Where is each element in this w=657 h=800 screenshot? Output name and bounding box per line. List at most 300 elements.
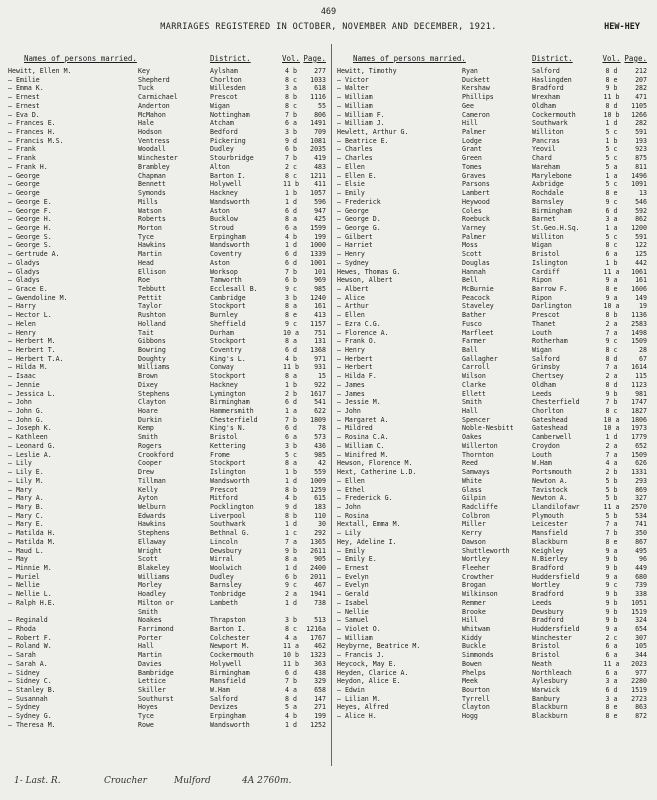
entry-volume: 1 a <box>285 407 297 416</box>
entry-district: Gateshead <box>532 424 568 433</box>
table-row <box>8 355 326 364</box>
handwritten-marker: 1- Last. R. <box>14 776 61 786</box>
entry-volume: 6 a <box>285 433 297 442</box>
entry-spouse-surname: Colbron <box>462 511 490 520</box>
entry-volume: 8 e <box>285 311 297 320</box>
entry-volume: 9 b <box>605 84 618 93</box>
entry-volume: 8 a <box>285 337 297 346</box>
entry-volume: 9 c <box>285 284 297 293</box>
entry-spouse-surname: Reed <box>462 459 478 468</box>
entry-name: Heyden, Clarice A. <box>337 668 409 677</box>
entry-name: — Rosina <box>337 511 369 520</box>
entry-name: — Frank <box>8 154 36 163</box>
entry-name: — Sidney C. <box>8 677 52 686</box>
table-row <box>337 677 647 686</box>
entry-spouse-surname: Symonds <box>138 189 166 198</box>
entry-spouse-surname: Palmer <box>462 128 486 137</box>
entry-page: 863 <box>635 703 647 712</box>
table-row <box>8 163 326 172</box>
entry-page: 591 <box>635 128 647 137</box>
entry-district: Gateshead <box>532 415 568 424</box>
entry-name: — Lily E. <box>8 468 44 477</box>
table-row <box>8 207 326 216</box>
entry-page: 2583 <box>631 319 647 328</box>
entry-name: — Sarah <box>8 651 36 660</box>
entry-name: — Harry <box>8 302 36 311</box>
entry-name: — Violet O. <box>337 625 381 633</box>
entry-name: Hewitt, Ellen M. <box>8 67 72 75</box>
entry-volume: 1 a <box>605 223 618 232</box>
entry-volume: 1 c <box>285 529 297 538</box>
entry-name: — Alice <box>337 293 365 302</box>
entry-spouse-surname: Stephens <box>138 529 170 538</box>
entry-district: Colchester <box>210 633 250 642</box>
entry-district: Wareham <box>532 162 560 171</box>
entry-spouse-surname: Bambridge <box>138 668 174 677</box>
entry-district: Leeds <box>532 598 552 607</box>
table-row <box>8 268 326 277</box>
entry-district: Burnley <box>210 311 238 320</box>
entry-district: Stockport <box>210 337 246 346</box>
entry-district: Chertsey <box>532 372 564 381</box>
entry-page: 739 <box>635 581 647 590</box>
entry-name: — Rhoda <box>8 625 36 633</box>
entry-name: — Jessica L. <box>8 389 56 398</box>
handwritten-district: Mulford <box>174 776 211 786</box>
entry-spouse-surname: Ellison <box>138 267 166 276</box>
table-row <box>8 442 326 451</box>
entry-name: — Herbert M. <box>8 337 56 346</box>
entry-volume: 8 a <box>285 459 297 468</box>
entry-page: 199 <box>314 232 326 241</box>
table-row <box>337 503 647 512</box>
entry-spouse-surname: Brogan <box>462 581 486 590</box>
entry-spouse-surname: Tebbutt <box>138 284 166 293</box>
entry-page: 212 <box>635 67 647 75</box>
entry-name: — Evelyn <box>337 581 369 590</box>
entry-district: Hammersmith <box>210 407 254 416</box>
entry-spouse-surname: Samways <box>462 468 490 477</box>
entry-name: — Isaac <box>8 372 36 381</box>
table-row <box>8 573 326 582</box>
entry-page: 806 <box>314 110 326 119</box>
entry-page: 1105 <box>631 101 647 110</box>
entry-name: — Margaret A. <box>337 415 389 424</box>
entry-volume: 6 b <box>285 276 297 285</box>
entry-district: Aston <box>210 258 230 267</box>
entry-name: — Mary B. <box>8 502 44 511</box>
entry-page: 1365 <box>310 537 326 546</box>
entry-name: — Emily <box>337 546 365 555</box>
entry-spouse-surname: Staveley <box>462 302 494 311</box>
entry-spouse-surname: Tyce <box>138 232 154 241</box>
entry-name: — Beatrice E. <box>337 136 389 145</box>
entry-spouse-surname: Carroll <box>462 363 490 372</box>
entry-volume: 8 a <box>285 302 297 311</box>
entry-page: 2280 <box>631 677 647 686</box>
entry-district: Wandsworth <box>210 720 250 729</box>
entry-district: Stockport <box>210 302 246 311</box>
entry-spouse-surname: Douglas <box>462 258 490 267</box>
table-row <box>337 520 647 529</box>
table-row <box>337 416 647 425</box>
entry-volume: 9 c <box>285 581 297 590</box>
entry-spouse-surname: Fleeher <box>462 563 490 572</box>
entry-volume: 11 a <box>603 267 620 276</box>
entry-spouse-surname: Kershaw <box>462 84 490 93</box>
entry-spouse-surname: Hogg <box>462 712 478 721</box>
entry-name: — Eva D. <box>8 110 40 119</box>
entry-name: — Frank <box>8 145 36 154</box>
entry-name: — Rosina C.A. <box>337 433 389 442</box>
entry-district: Williton <box>532 128 564 137</box>
table-row <box>337 512 647 521</box>
table-row <box>337 398 647 407</box>
table-row <box>8 486 326 495</box>
entry-volume: 3 a <box>605 694 618 703</box>
entry-district: Mitford <box>210 494 238 503</box>
entry-page: 55 <box>318 101 326 110</box>
entry-volume: 6 d <box>285 250 297 259</box>
entry-name: — Gwendoline M. <box>8 293 68 302</box>
entry-district: Stroud <box>210 223 234 232</box>
entry-spouse-surname: Radcliffe <box>462 502 498 511</box>
table-row <box>337 712 647 721</box>
entry-page: 626 <box>635 459 647 468</box>
entry-district: Lincoln <box>210 537 238 546</box>
table-row <box>8 215 326 224</box>
entry-spouse-surname: Duckett <box>462 75 490 84</box>
entry-name: — James <box>337 380 365 389</box>
table-row <box>337 660 647 669</box>
entry-spouse-surname: Grant <box>462 145 482 154</box>
entry-volume: 2 a <box>605 372 618 381</box>
entry-volume: 4 b <box>285 712 297 721</box>
entry-district <box>210 608 282 617</box>
table-row <box>337 163 647 172</box>
entry-district: Oldham <box>532 380 556 389</box>
entry-district: Ecclesall B. <box>210 284 258 293</box>
entry-name: — Nellie L. <box>8 590 52 599</box>
entry-district: Wirral <box>210 555 234 564</box>
entry-district: Blackburn <box>532 703 568 712</box>
entry-spouse-surname: Williams <box>138 363 170 372</box>
entry-page: 161 <box>314 302 326 311</box>
entry-page: 125 <box>635 250 647 259</box>
table-row <box>8 172 326 181</box>
entry-volume: 10 a <box>603 424 620 433</box>
entry-volume: 1 b <box>605 258 618 267</box>
entry-name: — Grace E. <box>8 284 48 293</box>
table-row <box>8 616 326 625</box>
entry-district: Chard <box>532 154 552 163</box>
entry-district: Prescot <box>210 485 238 494</box>
entry-page: 1519 <box>631 607 647 616</box>
entry-spouse-surname: Bourton <box>462 686 490 695</box>
entry-volume: 9 c <box>605 581 618 590</box>
left-column <box>8 46 326 730</box>
entry-spouse-surname: Key <box>138 67 150 75</box>
table-row <box>8 416 326 425</box>
entry-district: Cockermouth <box>210 651 254 660</box>
entry-volume: 8 a <box>285 215 297 224</box>
table-row <box>8 346 326 355</box>
entry-page: 923 <box>635 145 647 154</box>
entry-district: Southwark <box>210 520 246 529</box>
entry-spouse-surname: Hill <box>462 119 478 128</box>
entry-volume <box>282 608 300 617</box>
entry-page: 1259 <box>310 485 326 494</box>
entry-page: 1331 <box>631 468 647 477</box>
entry-spouse-surname: Kelly <box>138 485 158 494</box>
entry-volume: 7 b <box>285 110 297 119</box>
table-row <box>337 311 647 320</box>
table-row <box>337 381 647 390</box>
entry-page: 199 <box>314 712 326 721</box>
entry-name: — Reginald <box>8 616 48 625</box>
entry-spouse-surname: Green <box>462 154 482 163</box>
entry-volume: 10 b <box>283 651 299 660</box>
table-row <box>8 721 326 730</box>
entry-page: 115 <box>635 372 647 381</box>
entry-spouse-surname: Graves <box>462 171 486 180</box>
entry-volume: 1 b <box>605 136 618 145</box>
entry-spouse-surname: McMahon <box>138 110 166 119</box>
entry-page: 67 <box>639 354 647 363</box>
table-row <box>337 703 647 712</box>
table-row <box>337 590 647 599</box>
entry-district: Bedford <box>210 128 238 137</box>
entry-district: Barnsley <box>210 581 242 590</box>
entry-district: Wigan <box>532 241 552 250</box>
table-row <box>8 311 326 320</box>
entry-name: — Nellie <box>337 607 369 616</box>
entry-page: 1252 <box>310 720 326 729</box>
entry-name: — Charles <box>337 145 373 154</box>
entry-volume: 9 a <box>605 546 618 555</box>
entry-page: 969 <box>314 276 326 285</box>
entry-district: Barton I. <box>210 171 246 180</box>
entry-volume: 5 a <box>605 162 618 171</box>
entry-district: St.Geo.H.Sq. <box>532 223 580 232</box>
entry-district: Bradford <box>532 590 564 599</box>
entry-page: 867 <box>635 537 647 546</box>
table-row <box>8 154 326 163</box>
table-row <box>337 390 647 399</box>
entry-district: Newton A. <box>532 494 568 503</box>
entry-name: — Matilda H. <box>8 529 56 538</box>
entry-name: — Walter <box>337 84 369 93</box>
table-row <box>8 608 326 617</box>
left-entries <box>8 67 326 730</box>
entry-volume: 9 c <box>605 337 618 346</box>
entry-volume: 6 d <box>285 258 297 267</box>
entry-volume: 8 c <box>605 407 618 416</box>
entry-name: — Herbert T. <box>8 346 56 354</box>
entry-volume: 1 b <box>285 380 297 389</box>
table-row <box>337 102 647 111</box>
entry-volume: 2 a <box>605 441 618 450</box>
table-row <box>337 320 647 329</box>
entry-page: 193 <box>635 136 647 145</box>
entry-spouse-surname: Dixey <box>138 380 158 389</box>
entry-page: 1123 <box>631 380 647 389</box>
entry-district: Leeds <box>532 389 552 398</box>
entry-page: 1216a <box>306 625 326 633</box>
entry-volume: 6 d <box>605 686 618 695</box>
table-row <box>337 363 647 372</box>
entry-name: Hextall, Emma M. <box>337 520 401 529</box>
entry-spouse-surname: Roe <box>138 276 150 285</box>
entry-spouse-surname: Meek <box>462 677 478 686</box>
entry-volume: 3 a <box>605 215 618 224</box>
entry-page: 436 <box>314 441 326 450</box>
entry-spouse-surname: Carmichael <box>138 93 178 102</box>
entry-spouse-surname: Gibbons <box>138 337 166 346</box>
entry-name: — Roland W. <box>8 642 52 651</box>
entry-volume: 8 b <box>285 511 297 520</box>
entry-spouse-surname: Bowen <box>462 659 482 668</box>
entry-district: Darlington <box>532 302 572 311</box>
entry-district: Stourbridge <box>210 154 254 163</box>
entry-volume: 11 a <box>603 502 620 511</box>
entry-page: 658 <box>314 686 326 695</box>
entry-name: — Victor <box>337 75 369 84</box>
entry-spouse-surname: Willerton <box>462 441 498 450</box>
entry-page: 591 <box>635 232 647 241</box>
entry-page: 513 <box>314 616 326 625</box>
entry-name: — Frederick <box>337 197 381 206</box>
table-row <box>337 494 647 503</box>
table-row <box>8 703 326 712</box>
entry-name: — William <box>337 101 373 110</box>
table-row <box>337 276 647 285</box>
entry-name: — Herbert T.A. <box>8 354 64 363</box>
entry-name: — George <box>8 189 40 198</box>
entry-page: 449 <box>635 563 647 572</box>
entry-spouse-surname: Gee <box>462 101 474 110</box>
entry-name: — George <box>337 206 369 215</box>
entry-district: Dewsbury <box>210 546 242 555</box>
entry-name: — William <box>337 93 373 102</box>
entry-spouse-surname: Smith <box>138 433 158 442</box>
entry-spouse-surname: Oakes <box>462 433 482 442</box>
entry-spouse-surname: Heywood <box>462 197 490 206</box>
table-row <box>337 329 647 338</box>
entry-spouse-surname: Tait <box>138 328 154 337</box>
table-row <box>8 67 326 76</box>
entry-volume: 6 a <box>285 119 297 128</box>
entry-name: — Lily M. <box>8 476 44 485</box>
table-row <box>337 625 647 634</box>
entry-page: 1368 <box>310 346 326 354</box>
entry-spouse-surname: Hoadley <box>138 590 166 599</box>
table-row <box>337 233 647 242</box>
table-row <box>8 390 326 399</box>
entry-district: Keighley <box>532 546 564 555</box>
table-row <box>8 660 326 669</box>
entry-district: Warwick <box>532 686 560 695</box>
range-label: HEW-HEY <box>604 22 640 32</box>
entry-spouse-surname: Lambert <box>462 189 490 198</box>
entry-spouse-surname: Whitwam <box>462 625 490 633</box>
entry-volume: 5 c <box>605 145 618 154</box>
table-row <box>337 215 647 224</box>
entry-district: Birmingham <box>210 668 250 677</box>
table-row <box>337 302 647 311</box>
entry-spouse-surname: Cooper <box>138 459 162 468</box>
table-row <box>8 259 326 268</box>
entry-page: 1240 <box>310 293 326 302</box>
entry-district: Aylsham <box>210 67 238 75</box>
entry-page: 1200 <box>631 223 647 232</box>
entry-volume: 5 b <box>605 485 618 494</box>
entry-name: — John G. <box>8 415 44 424</box>
entry-district: Coventry <box>210 346 242 354</box>
entry-name: — George <box>8 180 40 189</box>
entry-name: — Jennie <box>8 380 40 389</box>
entry-district: Wigan <box>210 101 230 110</box>
entry-page: 947 <box>314 206 326 215</box>
entry-name: — Susannah <box>8 694 48 703</box>
entry-volume: 4 a <box>605 459 618 468</box>
entry-page: 971 <box>314 354 326 363</box>
entry-volume: 5 a <box>285 703 297 712</box>
entry-spouse-surname: Hawkins <box>138 241 166 250</box>
entry-spouse-surname: Hodson <box>138 128 162 137</box>
entry-spouse-surname: Ventress <box>138 136 170 145</box>
entry-page: 2035 <box>310 145 326 154</box>
header-page: Page. <box>624 54 647 63</box>
left-column-header <box>8 46 326 63</box>
entry-volume: 9 c <box>605 197 618 206</box>
entry-district: Banbury <box>532 694 560 703</box>
entry-name: — Albert <box>337 284 369 293</box>
entry-volume: 8 e <box>605 284 618 293</box>
entry-name: — Ellen <box>337 162 365 171</box>
entry-volume: 8 b <box>285 93 297 102</box>
entry-spouse-surname: Clarke <box>462 380 486 389</box>
entry-spouse-surname: Tuck <box>138 84 154 93</box>
entry-name: — Ezra C.G. <box>337 319 381 328</box>
entry-spouse-surname: Spencer <box>462 415 490 424</box>
entry-page: 1747 <box>631 398 647 407</box>
table-row <box>8 224 326 233</box>
table-row <box>8 407 326 416</box>
entry-volume: 1 d <box>285 720 297 729</box>
entry-name: Hewson, Albert <box>337 276 393 285</box>
table-row <box>8 137 326 146</box>
entry-name: — George H. <box>8 223 52 232</box>
entry-volume: 7 a <box>285 537 297 546</box>
entry-page: 862 <box>635 215 647 224</box>
entry-page: 1081 <box>310 136 326 145</box>
entry-volume: 8 e <box>605 537 618 546</box>
table-row <box>8 198 326 207</box>
entry-page: 292 <box>314 529 326 538</box>
entry-name: — Sidney <box>8 668 40 677</box>
entry-spouse-surname: Hoyes <box>138 703 158 712</box>
entry-name: — Frederick G. <box>337 494 393 503</box>
entry-spouse-surname: Moss <box>462 241 478 250</box>
entry-volume: 1 d <box>285 520 297 529</box>
entry-page: 15 <box>318 372 326 381</box>
entry-district: Holywell <box>210 659 242 668</box>
entry-name: — Hector L. <box>8 311 52 320</box>
entry-name: — Ernest <box>8 93 40 102</box>
entry-name: Hewes, Thomas G. <box>337 267 401 276</box>
entry-spouse-surname: Coles <box>462 206 482 215</box>
